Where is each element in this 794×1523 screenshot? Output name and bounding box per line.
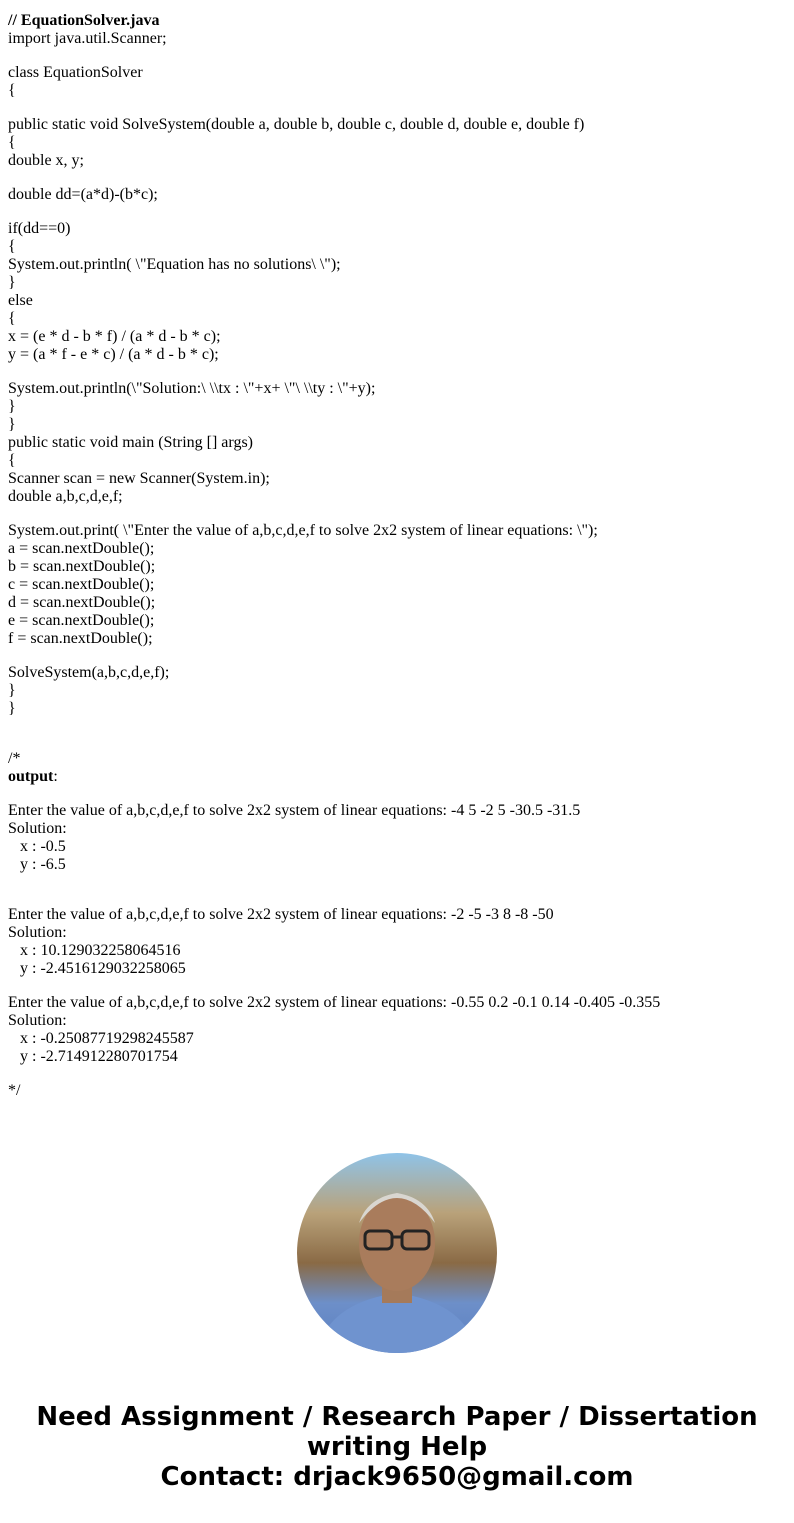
output-label: output — [8, 768, 54, 785]
code-line: a = scan.nextDouble(); — [8, 540, 155, 557]
code-line: import java.util.Scanner; — [8, 30, 167, 47]
code-line: public static void main (String [] args) — [8, 434, 253, 451]
output-line: Solution: — [8, 924, 67, 941]
code-document — [8, 12, 660, 1100]
file-title — [8, 12, 660, 30]
code-line — [8, 48, 660, 64]
code-line: } — [8, 700, 16, 717]
output-line: x : -0.25087719298245587 — [8, 1030, 194, 1047]
code-line: { — [8, 238, 16, 255]
code-line: System.out.println( \"Equation has no solutions\ \"); — [8, 256, 341, 273]
author-avatar — [297, 1153, 497, 1353]
code-line: class EquationSolver — [8, 64, 143, 81]
code-lines — [8, 30, 660, 768]
output-line: y : -6.5 — [8, 856, 66, 873]
code-line — [8, 100, 660, 116]
code-line: } — [8, 398, 16, 415]
code-line: else — [8, 292, 33, 309]
output-line: Enter the value of a,b,c,d,e,f to solve 2x2 system of linear equations: -2 -5 -3 8 -8 -50 — [8, 906, 554, 923]
code-line — [8, 648, 660, 664]
output-line: Solution: — [8, 1012, 67, 1029]
output-line: */ — [8, 1082, 21, 1099]
output-line: Enter the value of a,b,c,d,e,f to solve 2x2 system of linear equations: -0.55 0.2 -0.1 0.14 -0.405 -0.355 — [8, 994, 661, 1011]
code-line: { — [8, 452, 16, 469]
code-line: } — [8, 682, 16, 699]
code-line: System.out.print( \"Enter the value of a,b,c,d,e,f to solve 2x2 system of linear equations: \"); — [8, 522, 598, 539]
code-line — [8, 204, 660, 220]
footer-line-3: Contact: drjack9650@gmail.com — [160, 1462, 634, 1492]
footer-line-1: Need Assignment / Research Paper / Dissertation — [36, 1402, 758, 1432]
output-lines — [8, 786, 660, 1100]
code-line: { — [8, 82, 16, 99]
code-line: Scanner scan = new Scanner(System.in); — [8, 470, 270, 487]
code-line: System.out.println(\"Solution:\ \\tx : \"+x+ \"\ \\ty : \"+y); — [8, 380, 376, 397]
code-line — [8, 506, 660, 522]
code-line: SolveSystem(a,b,c,d,e,f); — [8, 664, 170, 681]
output-colon: : — [53, 768, 58, 785]
output-line: y : -2.4516129032258065 — [8, 960, 186, 977]
file-title-text: // EquationSolver.java — [8, 12, 160, 29]
output-line: x : 10.129032258064516 — [8, 942, 181, 959]
code-line — [8, 170, 660, 186]
code-line: double a,b,c,d,e,f; — [8, 488, 123, 505]
code-line: e = scan.nextDouble(); — [8, 612, 155, 629]
code-line — [8, 718, 660, 734]
code-line: } — [8, 274, 16, 291]
output-line — [8, 890, 660, 906]
output-line: Enter the value of a,b,c,d,e,f to solve 2x2 system of linear equations: -4 5 -2 5 -30.5 -31.5 — [8, 802, 581, 819]
code-line: if(dd==0) — [8, 220, 71, 237]
code-line: { — [8, 134, 16, 151]
code-line: double x, y; — [8, 152, 84, 169]
code-line: double dd=(a*d)-(b*c); — [8, 186, 158, 203]
code-line: d = scan.nextDouble(); — [8, 594, 156, 611]
code-line — [8, 364, 660, 380]
output-heading — [8, 768, 660, 786]
footer-contact-banner — [0, 1402, 794, 1492]
output-line — [8, 874, 660, 890]
output-line — [8, 978, 660, 994]
code-line: } — [8, 416, 16, 433]
output-line: y : -2.714912280701754 — [8, 1048, 178, 1065]
code-line: f = scan.nextDouble(); — [8, 630, 153, 647]
code-line: /* — [8, 750, 21, 767]
output-line: Solution: — [8, 820, 67, 837]
code-line: { — [8, 310, 16, 327]
code-line: x = (e * d - b * f) / (a * d - b * c); — [8, 328, 221, 345]
person-photo-icon — [297, 1153, 497, 1353]
code-line: c = scan.nextDouble(); — [8, 576, 155, 593]
code-line: public static void SolveSystem(double a, double b, double c, double d, double e, double f) — [8, 116, 585, 133]
code-line: y = (a * f - e * c) / (a * d - b * c); — [8, 346, 219, 363]
output-line — [8, 1066, 660, 1082]
output-line — [8, 786, 660, 802]
code-line — [8, 734, 660, 750]
output-line: x : -0.5 — [8, 838, 66, 855]
footer-line-2: writing Help — [306, 1432, 488, 1462]
code-line: b = scan.nextDouble(); — [8, 558, 156, 575]
